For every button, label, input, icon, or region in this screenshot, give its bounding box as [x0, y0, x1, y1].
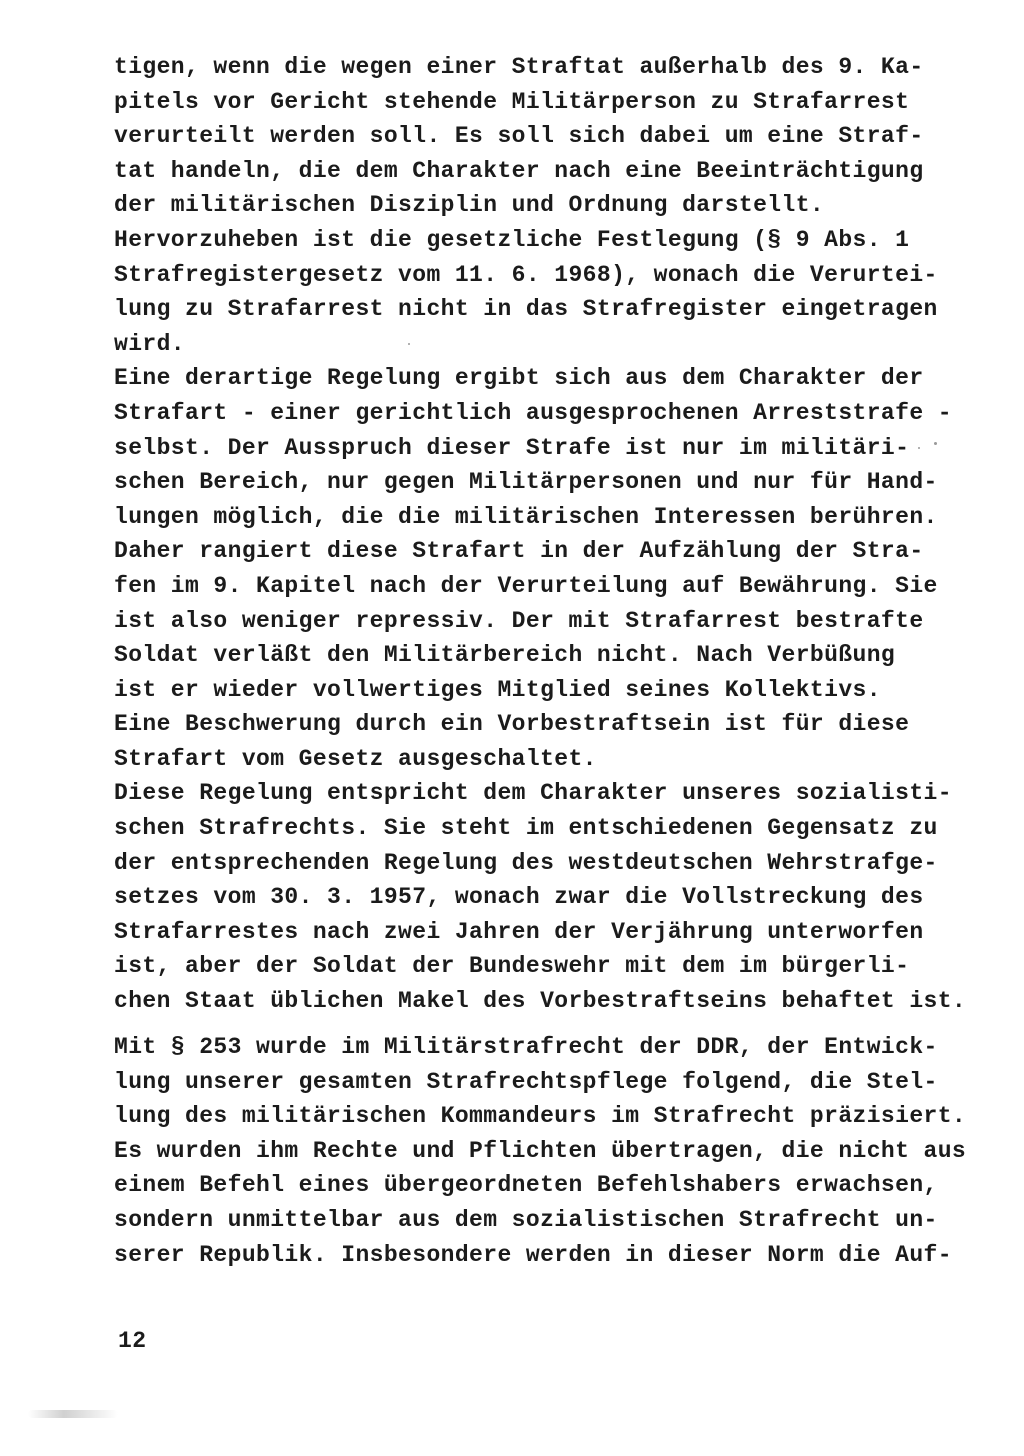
text-line: ist, aber der Soldat der Bundeswehr mit dem im bürgerli-	[114, 953, 910, 980]
text-line: schen Bereich, nur gegen Militärpersonen und nur für Hand-	[114, 469, 938, 496]
paragraph-block-1	[114, 50, 974, 1019]
text-line: Mit § 253 wurde im Militärstrafrecht der DDR, der Entwick-	[114, 1034, 938, 1060]
text-line: lungen möglich, die die militärischen Interessen berühren.	[114, 503, 938, 530]
scan-speck	[408, 343, 410, 345]
text-line: Daher rangiert diese Strafart in der Aufzählung der Stra-	[114, 538, 924, 565]
scan-smudge	[28, 1410, 118, 1418]
text-line: der militärischen Disziplin und Ordnung darstellt.	[114, 192, 825, 219]
scan-speck	[934, 442, 937, 445]
text-line: der entsprechenden Regelung des westdeutschen Wehrstrafge-	[114, 849, 938, 876]
text-line: lung des militärischen Kommandeurs im Strafrecht präzisiert.	[114, 1103, 967, 1130]
text-line: Eine Beschwerung durch ein Vorbestraftsein ist für diese	[114, 711, 910, 738]
text-line: ist also weniger repressiv. Der mit Strafarrest bestrafte	[114, 607, 924, 634]
text-line: setzes vom 30. 3. 1957, wonach zwar die Vollstreckung des	[114, 884, 924, 911]
text-line: fen im 9. Kapitel nach der Verurteilung auf Bewährung. Sie	[114, 572, 938, 599]
text-line: chen Staat üblichen Makel des Vorbestraftseins behaftet ist.	[114, 988, 967, 1015]
text-line: selbst. Der Ausspruch dieser Strafe ist nur im militäri-	[114, 434, 910, 461]
text-line: tat handeln, die dem Charakter nach eine Beeinträchtigung	[114, 157, 924, 184]
text-line: Soldat verläßt den Militärbereich nicht. Nach Verbüßung	[114, 642, 896, 669]
text-line: Diese Regelung entspricht dem Charakter unseres sozialisti-	[114, 780, 952, 807]
text-line: Hervorzuheben ist die gesetzliche Festlegung (§ 9 Abs. 1	[114, 226, 910, 253]
text-line: verurteilt werden soll. Es soll sich dabei um eine Straf-	[114, 123, 924, 150]
text-line: wird.	[114, 330, 186, 357]
text-line: schen Strafrechts. Sie steht im entschiedenen Gegensatz zu	[114, 815, 938, 842]
text-line: lung zu Strafarrest nicht in das Strafregister eingetragen	[114, 296, 938, 323]
text-line: tigen, wenn die wegen einer Straftat außerhalb des 9. Ka-	[114, 54, 924, 80]
text-line: Eine derartige Regelung ergibt sich aus dem Charakter der	[114, 365, 924, 392]
text-line: Strafart vom Gesetz ausgeschaltet.	[114, 745, 597, 772]
scan-speck	[918, 447, 920, 449]
text-line: sondern unmittelbar aus dem sozialistischen Strafrecht un-	[114, 1206, 938, 1233]
text-line: pitels vor Gericht stehende Militärperson zu Strafarrest	[114, 88, 910, 115]
text-line: Es wurden ihm Rechte und Pflichten übertragen, die nicht aus	[114, 1137, 967, 1164]
text-line: Strafregistergesetz vom 11. 6. 1968), wonach die Verurtei-	[114, 261, 938, 288]
text-line: ist er wieder vollwertiges Mitglied seines Kollektivs.	[114, 676, 881, 703]
page-number: 12	[118, 1328, 147, 1354]
text-line: Strafart - einer gerichtlich ausgesprochenen Arreststrafe -	[114, 399, 952, 426]
text-line: Strafarrestes nach zwei Jahren der Verjährung unterworfen	[114, 918, 924, 945]
text-line: einem Befehl eines übergeordneten Befehlshabers erwachsen,	[114, 1172, 938, 1199]
paragraph-block-2	[114, 1030, 974, 1272]
text-line: serer Republik. Insbesondere werden in dieser Norm die Auf-	[114, 1241, 952, 1268]
text-line: lung unserer gesamten Strafrechtspflege folgend, die Stel-	[114, 1068, 938, 1095]
